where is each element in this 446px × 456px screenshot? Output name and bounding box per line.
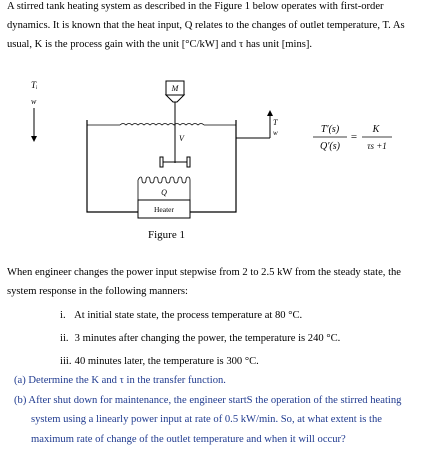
tf-right-numerator: K xyxy=(372,124,380,135)
response-list xyxy=(60,304,340,373)
response-item: iii. 40 minutes later, the temperature is 300 °C. xyxy=(60,356,259,367)
heat-input-label: Q xyxy=(161,188,167,197)
liquid-surface xyxy=(120,124,204,126)
question-b-line-3: maximum rate of change of the outlet temperature and when it will occur? xyxy=(31,433,346,445)
impeller-blade-left xyxy=(160,157,163,167)
motor-coupling xyxy=(166,95,184,102)
inlet-arrow-icon xyxy=(31,136,37,142)
outlet-temperature-label: T xyxy=(273,118,278,127)
volume-label: V xyxy=(179,134,184,143)
question-a: (a) Determine the K and τ in the transfer function. xyxy=(14,375,226,386)
tank-diagram xyxy=(0,70,446,260)
outlet-arrow-icon xyxy=(267,110,273,116)
motor-label: M xyxy=(171,84,179,93)
change-line-1: When engineer changes the power input stepwise from 2 to 2.5 kW from the steady state, the xyxy=(7,267,402,278)
impeller-blade-right xyxy=(187,157,190,167)
questions xyxy=(14,371,442,449)
step-change-paragraph xyxy=(7,263,439,301)
heating-coil xyxy=(138,177,190,183)
response-item: i. At initial state state, the process temperature at 80 °C. xyxy=(60,310,303,321)
question-b-line-1: (b) After shut down for maintenance, the engineer startS the operation of the stirred heating xyxy=(14,394,402,406)
inlet-temperature-label: Tᵢ xyxy=(31,80,38,90)
intro-line-3: usual, K is the process gain with the unit [°C/kW] and τ has unit [mins]. xyxy=(7,39,313,50)
tf-left-numerator: T′(s) xyxy=(320,124,340,135)
response-item: ii. 3 minutes after changing the power, the temperature is 240 °C. xyxy=(60,333,341,344)
figure-1 xyxy=(0,70,446,260)
change-line-2: system response in the following manners: xyxy=(7,286,188,297)
intro-line-2: dynamics. It is known that the heat input, Q relates to the changes of outlet temperature, T. As xyxy=(7,20,405,31)
heater-label: Heater xyxy=(154,205,174,214)
outlet-flow-label: w xyxy=(273,129,278,137)
figure-caption: Figure 1 xyxy=(148,229,185,241)
tf-left-denominator: Q′(s) xyxy=(320,141,340,152)
tf-right-denominator: τs +1 xyxy=(367,141,387,151)
question-b-line-2: system using a linearly power input at rate of 0.5 kW/min. So, at what extent is the xyxy=(31,414,382,425)
inlet-flow-label: w xyxy=(31,97,37,106)
intro-line-1: A stirred tank heating system as described in the Figure 1 below operates with first-order xyxy=(7,1,384,12)
tf-equals-sign: = xyxy=(350,131,358,143)
problem-intro xyxy=(7,0,439,54)
